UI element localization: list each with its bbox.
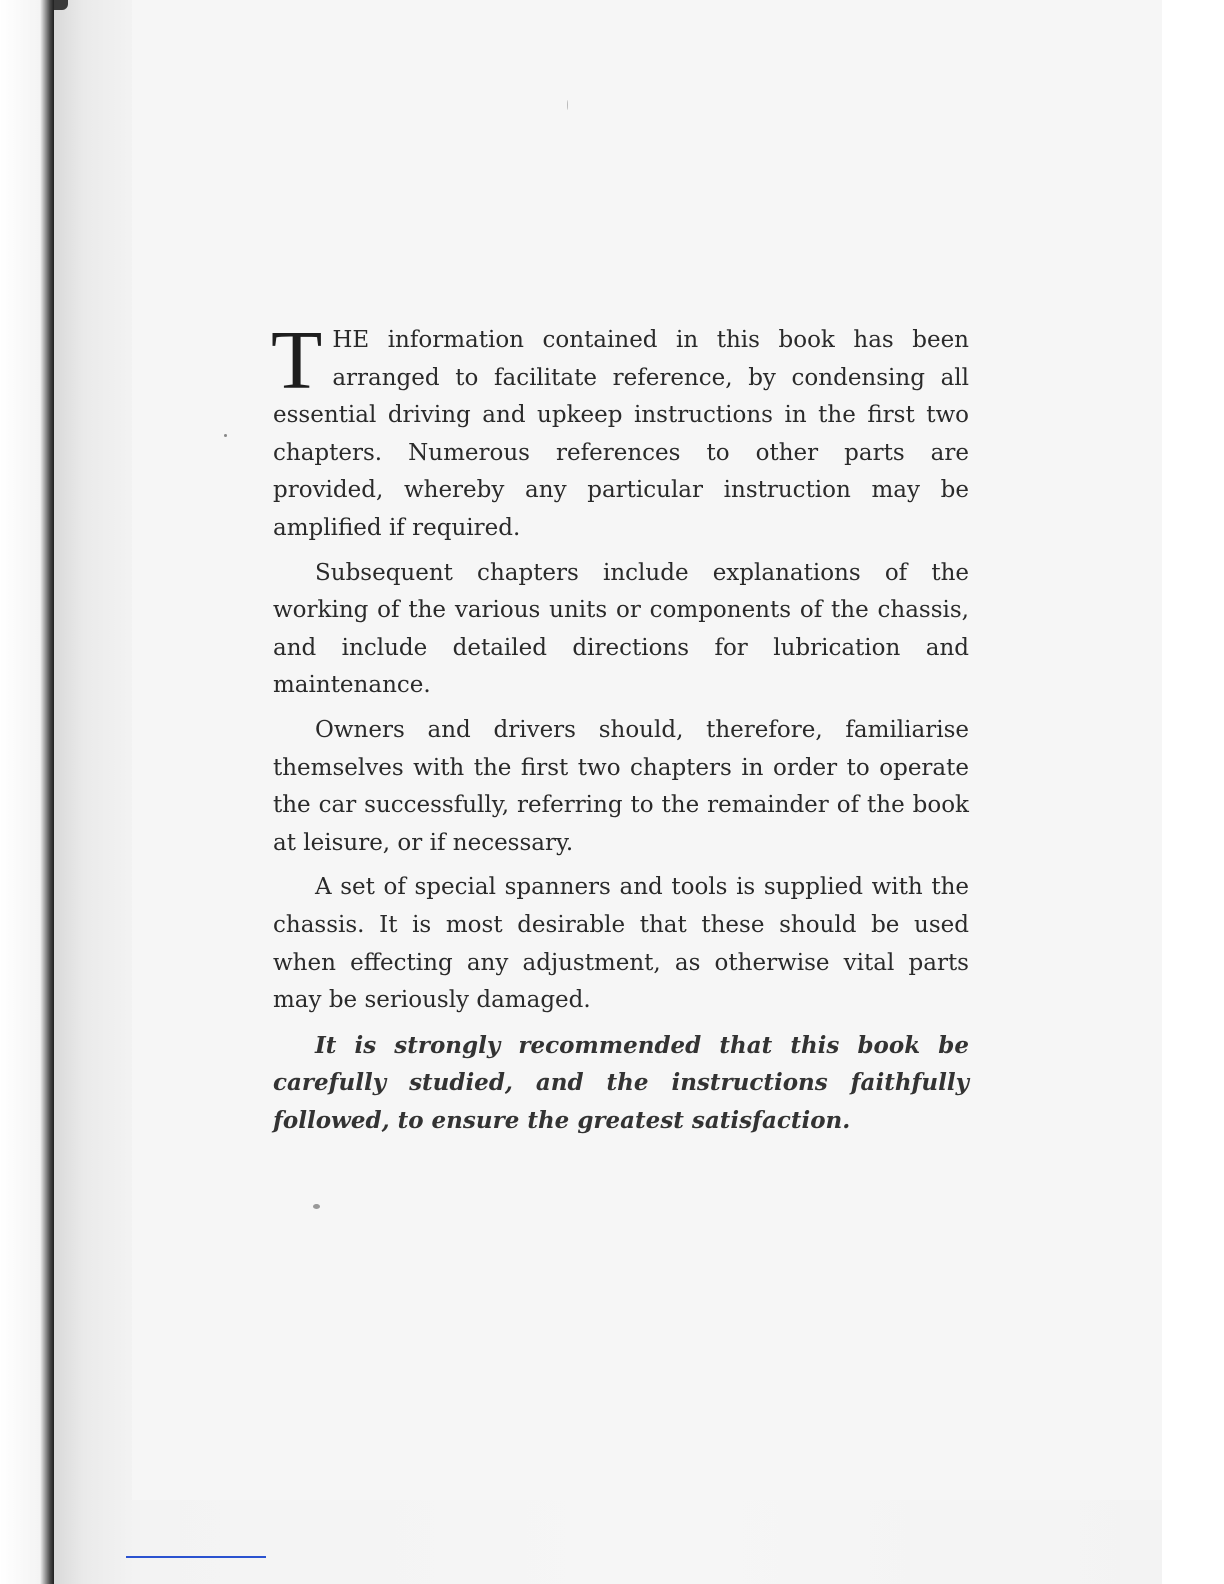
paragraph-tools: A set of special spanners and tools is supplied with the chassis. It is most desirable that these should be used when effecting any adjustment, as otherwise vital parts may be seriously damaged. (273, 874, 969, 1014)
corner-mark (54, 0, 68, 10)
paragraph-intro (271, 314, 969, 548)
footer-rule (126, 1556, 266, 1558)
binding-shadow (0, 0, 54, 1584)
paragraph-chapters: Subsequent chapters include explanations of the working of the various units or components of the chassis, and include detailed directions for lubrication and maintenance. (273, 559, 969, 699)
speck (224, 434, 227, 437)
drop-cap: T (271, 314, 323, 407)
right-margin (1162, 0, 1224, 1584)
speck (313, 1204, 320, 1209)
paragraph-owners: Owners and drivers should, therefore, familiarise themselves with the first two chapters in order to operate the car successfully, referring to the remainder of the book at leisure, or if necessary. (273, 716, 969, 856)
paragraph-intro-text: HE information contained in this book has been arranged to facilitate reference, by condensing all essential driving and upkeep instructions in the first two chapters. Numerous references to other parts are provided, whereby any particular instruction may be amplified if required. (273, 327, 969, 541)
closing-recommendation: It is strongly recommended that this book be carefully studied, and the instructions faithfully followed, to ensure the greatest satisfaction. (273, 1031, 969, 1134)
speck (567, 100, 568, 110)
preface-text (271, 314, 969, 1146)
